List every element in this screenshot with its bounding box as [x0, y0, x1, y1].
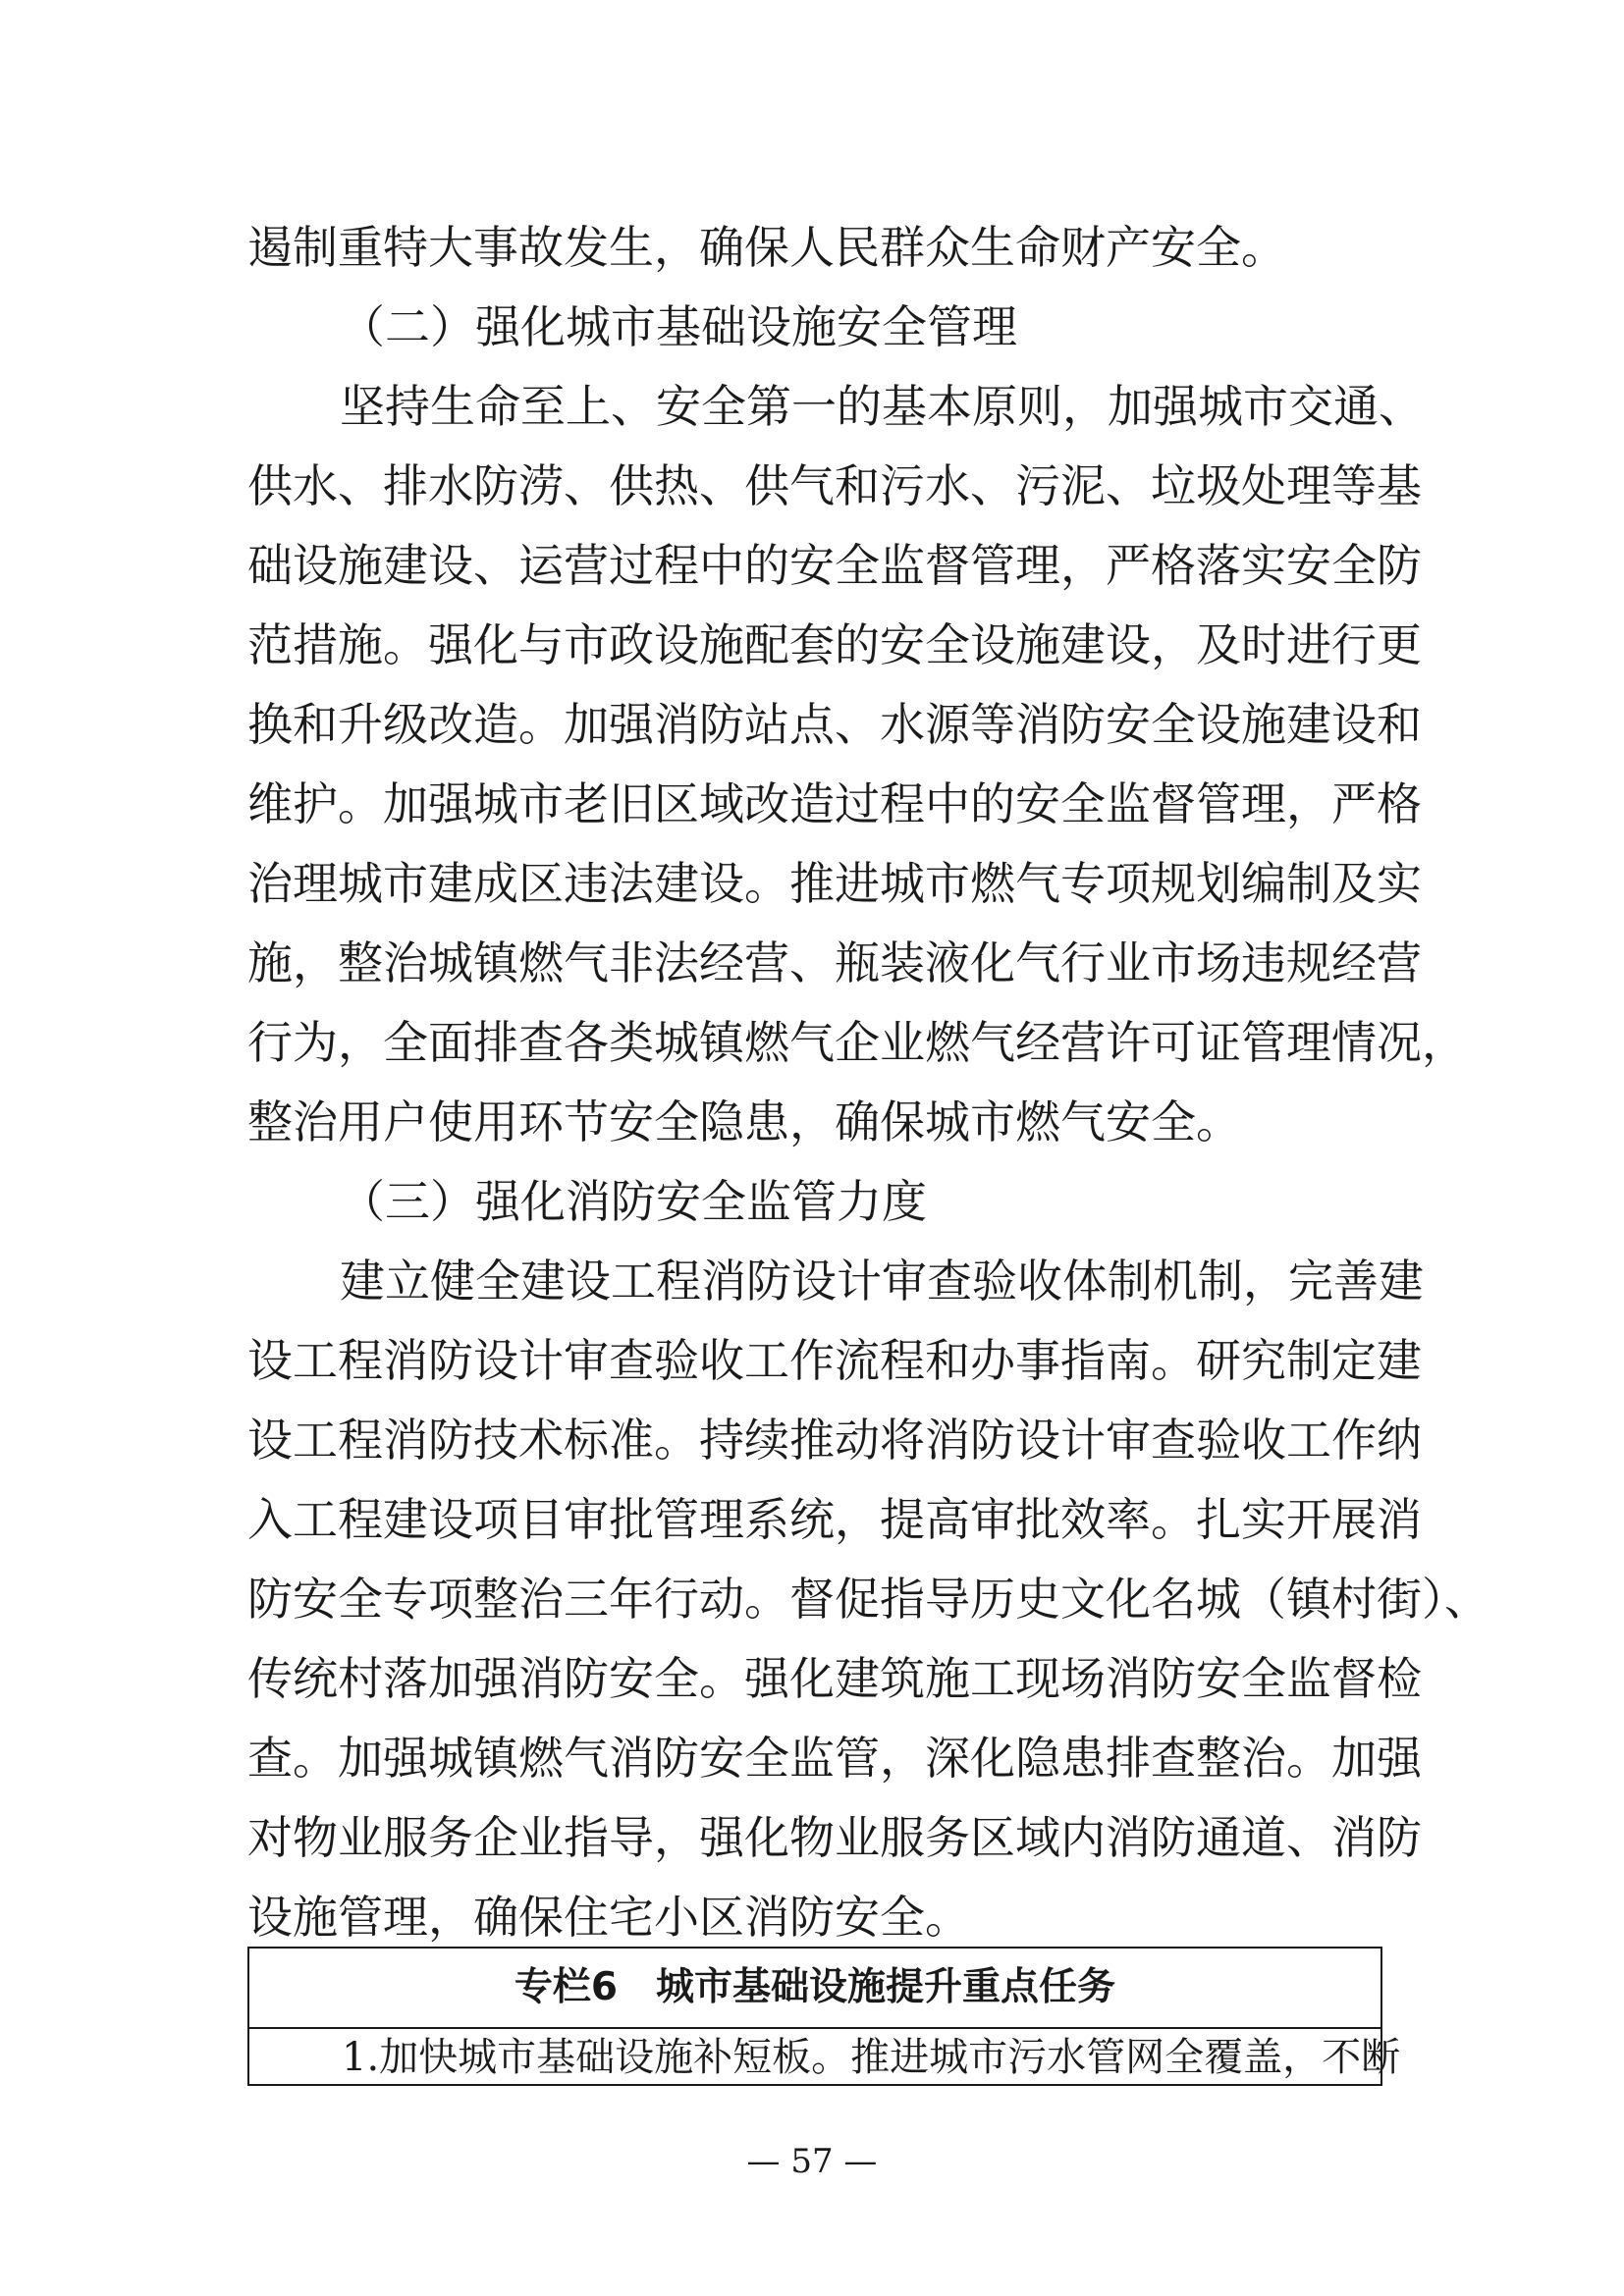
paragraph-line: 换和升级改造。加强消防站点、水源等消防安全设施建设和 [247, 698, 1422, 751]
paragraph-line: 治理城市建成区违法建设。推进城市燃气专项规划编制及实 [247, 857, 1422, 910]
special-column-first-row: 1.加快城市基础设施补短板。推进城市污水管网全覆盖，不断 [342, 2035, 1401, 2080]
paragraph-line: 础设施建设、运营过程中的安全监督管理，严格落实安全防 [247, 539, 1422, 592]
paragraph-line: 行为，全面排查各类城镇燃气企业燃气经营许可证管理情况， [247, 1016, 1467, 1069]
section-heading-3: （三）强化消防安全监管力度 [340, 1175, 927, 1228]
paragraph-line: 对物业服务企业指导，强化物业服务区域内消防通道、消防 [247, 1811, 1422, 1864]
section-heading-2: （二）强化城市基础设施安全管理 [340, 300, 1017, 353]
paragraph-line: 设施管理，确保住宅小区消防安全。 [247, 1891, 970, 1944]
paragraph-line: 整治用户使用环节安全隐患，确保城市燃气安全。 [247, 1095, 1241, 1148]
paragraph-line: 设工程消防设计审查验收工作流程和办事指南。研究制定建 [247, 1334, 1422, 1387]
page-number: — 57 — [746, 2142, 878, 2181]
paragraph-line: 建立健全建设工程消防设计审查验收体制机制，完善建 [340, 1255, 1424, 1308]
paragraph-line: 范措施。强化与市政设施配套的安全设施建设，及时进行更 [247, 618, 1422, 671]
paragraph-line: 防安全专项整治三年行动。督促指导历史文化名城（镇村街）、 [247, 1573, 1489, 1626]
paragraph-line: 维护。加强城市老旧区域改造过程中的安全监督管理，严格 [247, 777, 1422, 830]
paragraph-line: 施，整治城镇燃气非法经营、瓶装液化气行业市场违规经营 [247, 936, 1422, 989]
special-column-box [247, 1947, 1401, 2086]
special-column-title: 专栏6 城市基础设施提升重点任务 [249, 1949, 1380, 2029]
paragraph-line: 传统村落加强消防安全。强化建筑施工现场消防安全监督检 [247, 1652, 1422, 1705]
paragraph-line: 坚持生命至上、安全第一的基本原则，加强城市交通、 [340, 380, 1424, 433]
paragraph-line: 入工程建设项目审批管理系统，提高审批效率。扎实开展消 [247, 1493, 1422, 1546]
paragraph-line: 供水、排水防涝、供热、供气和污水、污泥、垃圾处理等基 [247, 459, 1422, 512]
paragraph-line: 设工程消防技术标准。持续推动将消防设计审查验收工作纳 [247, 1414, 1422, 1467]
paragraph-line: 查。加强城镇燃气消防安全监管，深化隐患排查整治。加强 [247, 1732, 1422, 1785]
paragraph-line: 遏制重特大事故发生，确保人民群众生命财产安全。 [247, 221, 1286, 274]
